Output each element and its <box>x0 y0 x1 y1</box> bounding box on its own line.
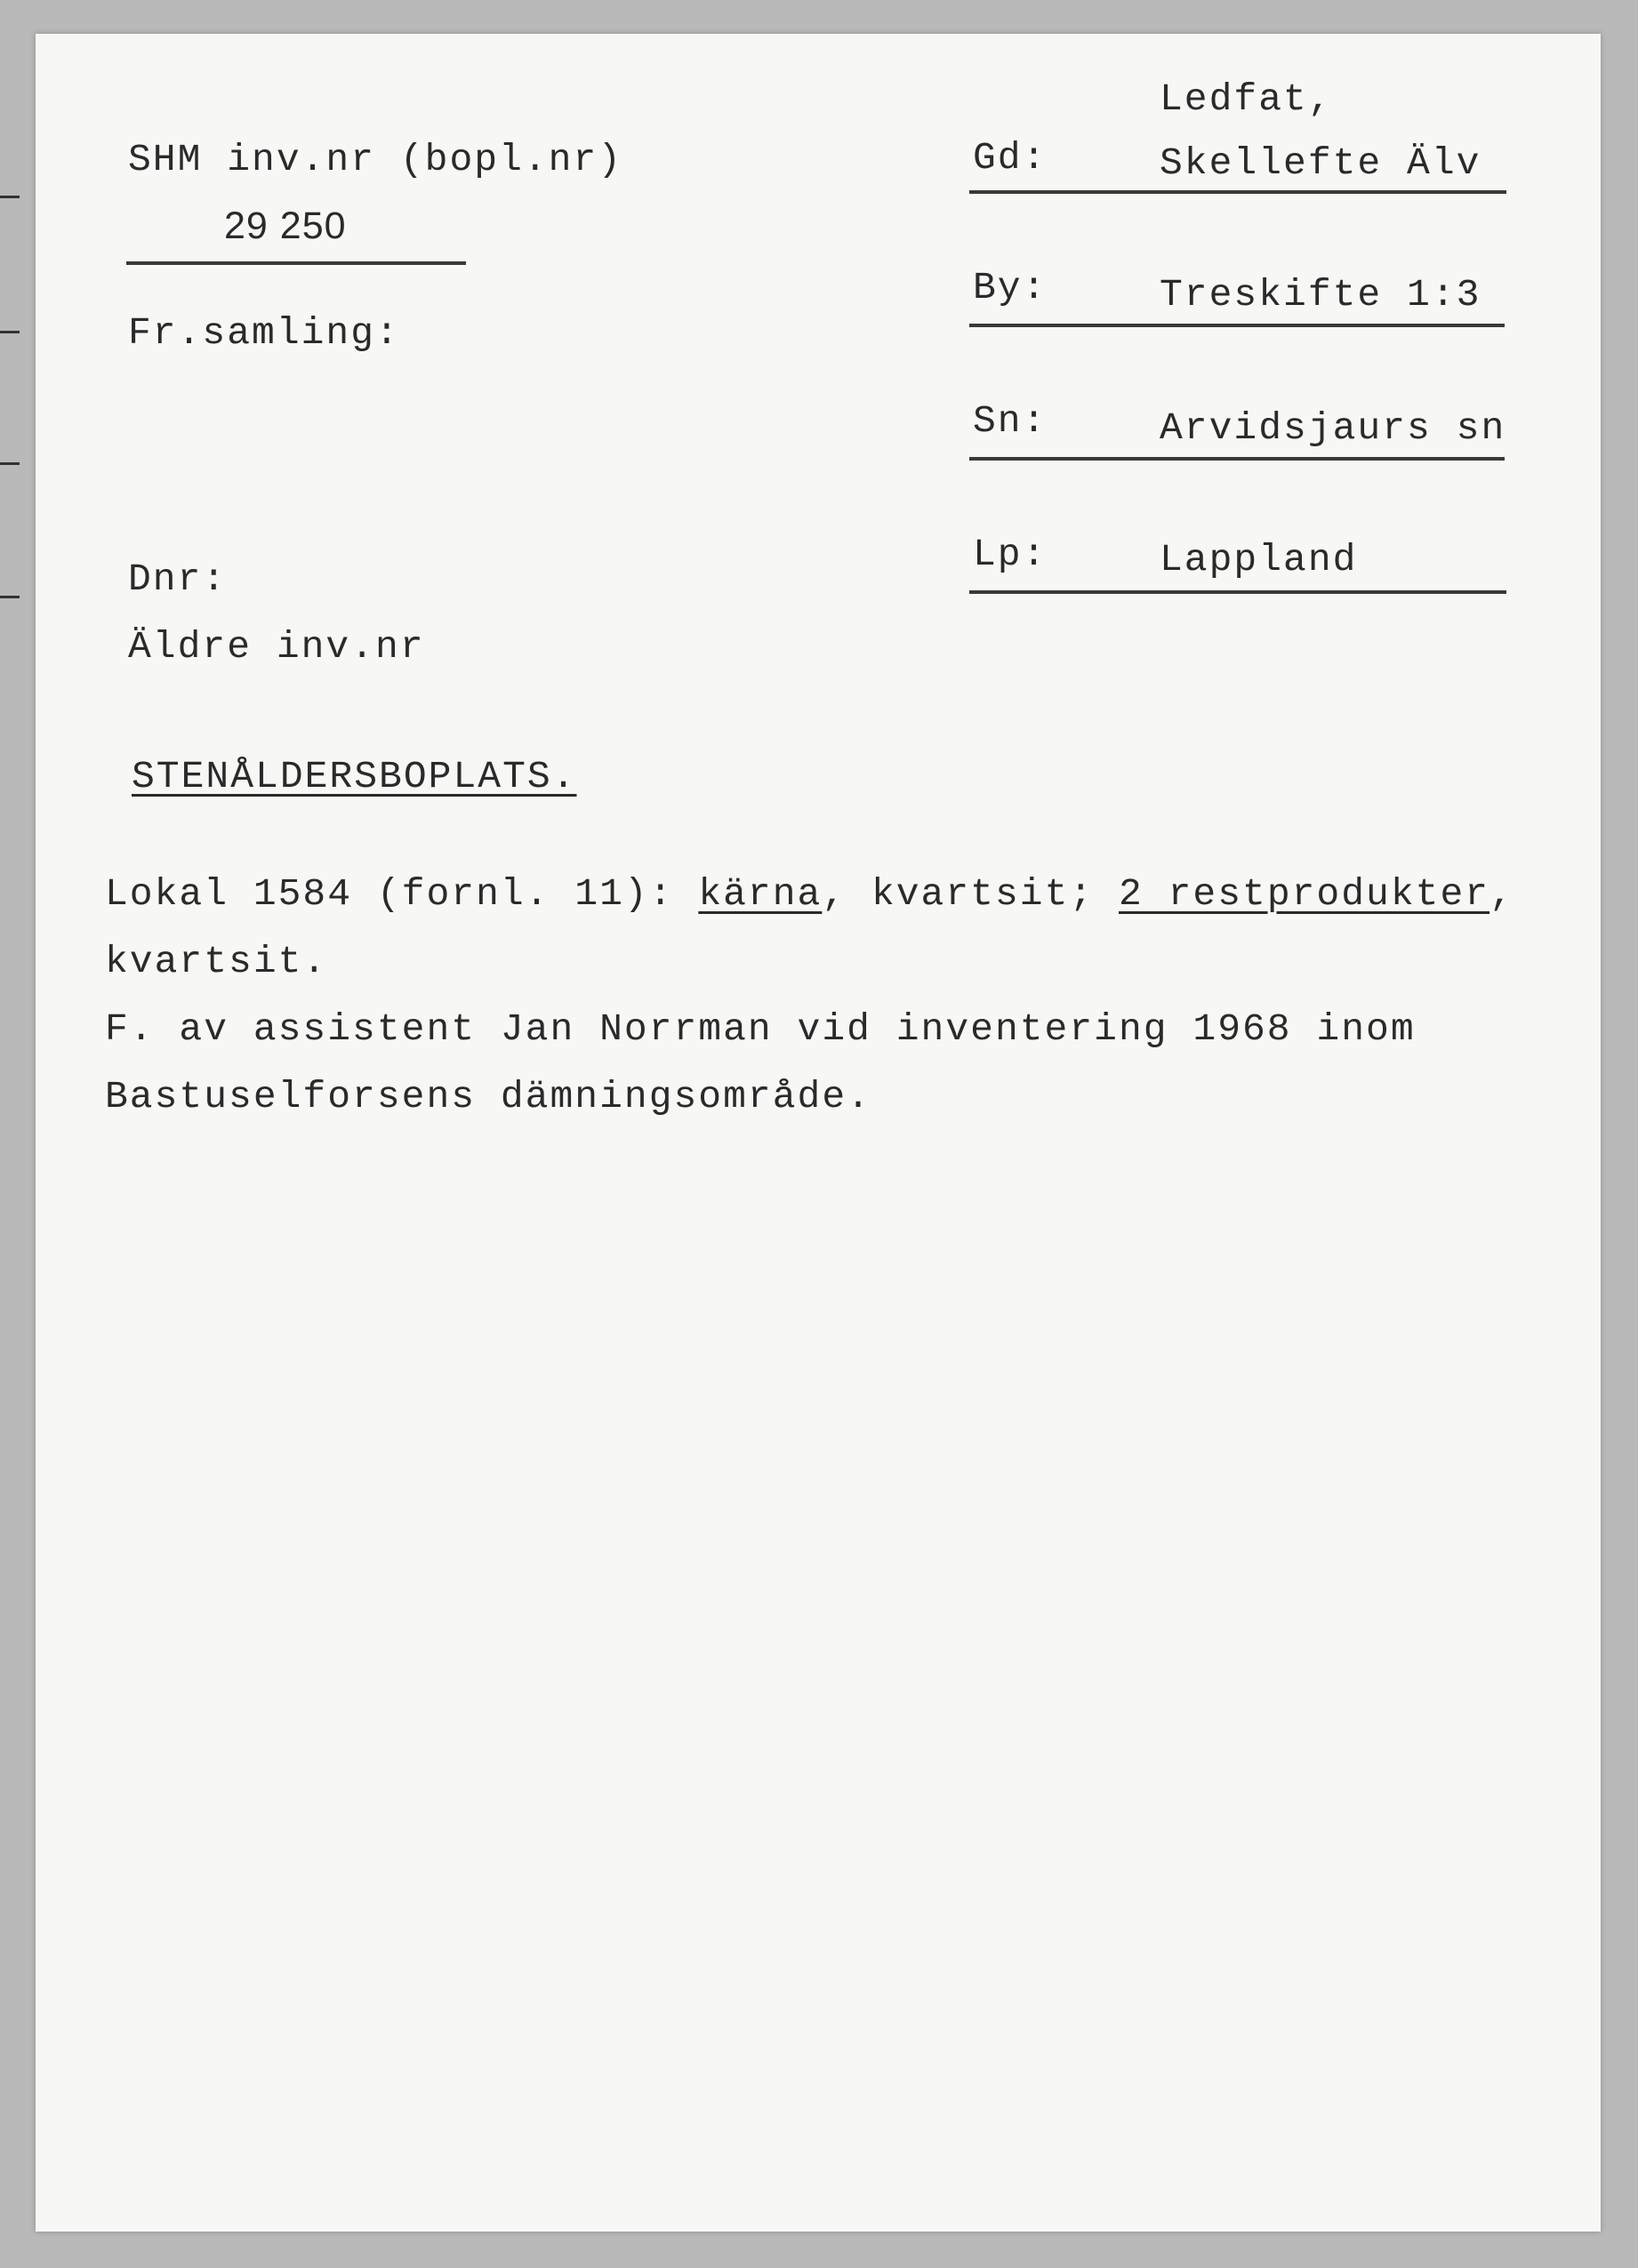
margin-tick-4 <box>0 596 20 598</box>
margin-tick-1 <box>0 196 20 198</box>
inv-number-rule <box>126 261 466 265</box>
inv-number: 29 250 <box>224 204 347 247</box>
body-line-1 <box>105 872 1514 916</box>
aldre-inv-label: Äldre inv.nr <box>128 625 425 669</box>
body-line-1-b: kärna <box>698 872 823 916</box>
by-value: Treskifte 1:3 <box>1160 273 1481 317</box>
sn-rule <box>969 457 1505 461</box>
sn-label: Sn: <box>973 399 1048 443</box>
gd-rule <box>969 190 1506 194</box>
heading-text: STENÅLDERSBOPLATS. <box>132 755 577 798</box>
body-line-4: Bastuselforsens dämningsområde. <box>105 1075 871 1118</box>
gd-label: Gd: <box>973 136 1048 180</box>
body-line-1-d: 2 restprodukter <box>1119 872 1490 916</box>
sn-value: Arvidsjaurs sn <box>1160 406 1506 450</box>
page-title <box>132 757 576 796</box>
shm-inv-label: SHM inv.nr (bopl.nr) <box>128 138 623 181</box>
body-line-3: F. av assistent Jan Norrman vid inventering 1968 inom <box>105 1007 1416 1051</box>
lp-label: Lp: <box>973 533 1048 576</box>
body-line-1-a: Lokal 1584 (fornl. 11): <box>105 872 699 916</box>
fr-samling-label: Fr.samling: <box>128 311 400 355</box>
by-label: By: <box>973 266 1048 309</box>
lp-value: Lappland <box>1160 538 1358 581</box>
margin-tick-3 <box>0 462 20 465</box>
dnr-label: Dnr: <box>128 557 228 601</box>
by-rule <box>969 324 1505 327</box>
catalog-card <box>36 34 1601 2232</box>
lp-rule <box>969 590 1506 594</box>
gd-value-line2: Skellefte Älv <box>1160 141 1481 185</box>
body-line-2: kvartsit. <box>105 940 328 983</box>
margin-tick-2 <box>0 331 20 333</box>
body-line-1-e: , <box>1489 872 1514 916</box>
gd-value-line1: Ledfat, <box>1160 77 1333 121</box>
body-line-1-c: , kvartsit; <box>822 872 1119 916</box>
